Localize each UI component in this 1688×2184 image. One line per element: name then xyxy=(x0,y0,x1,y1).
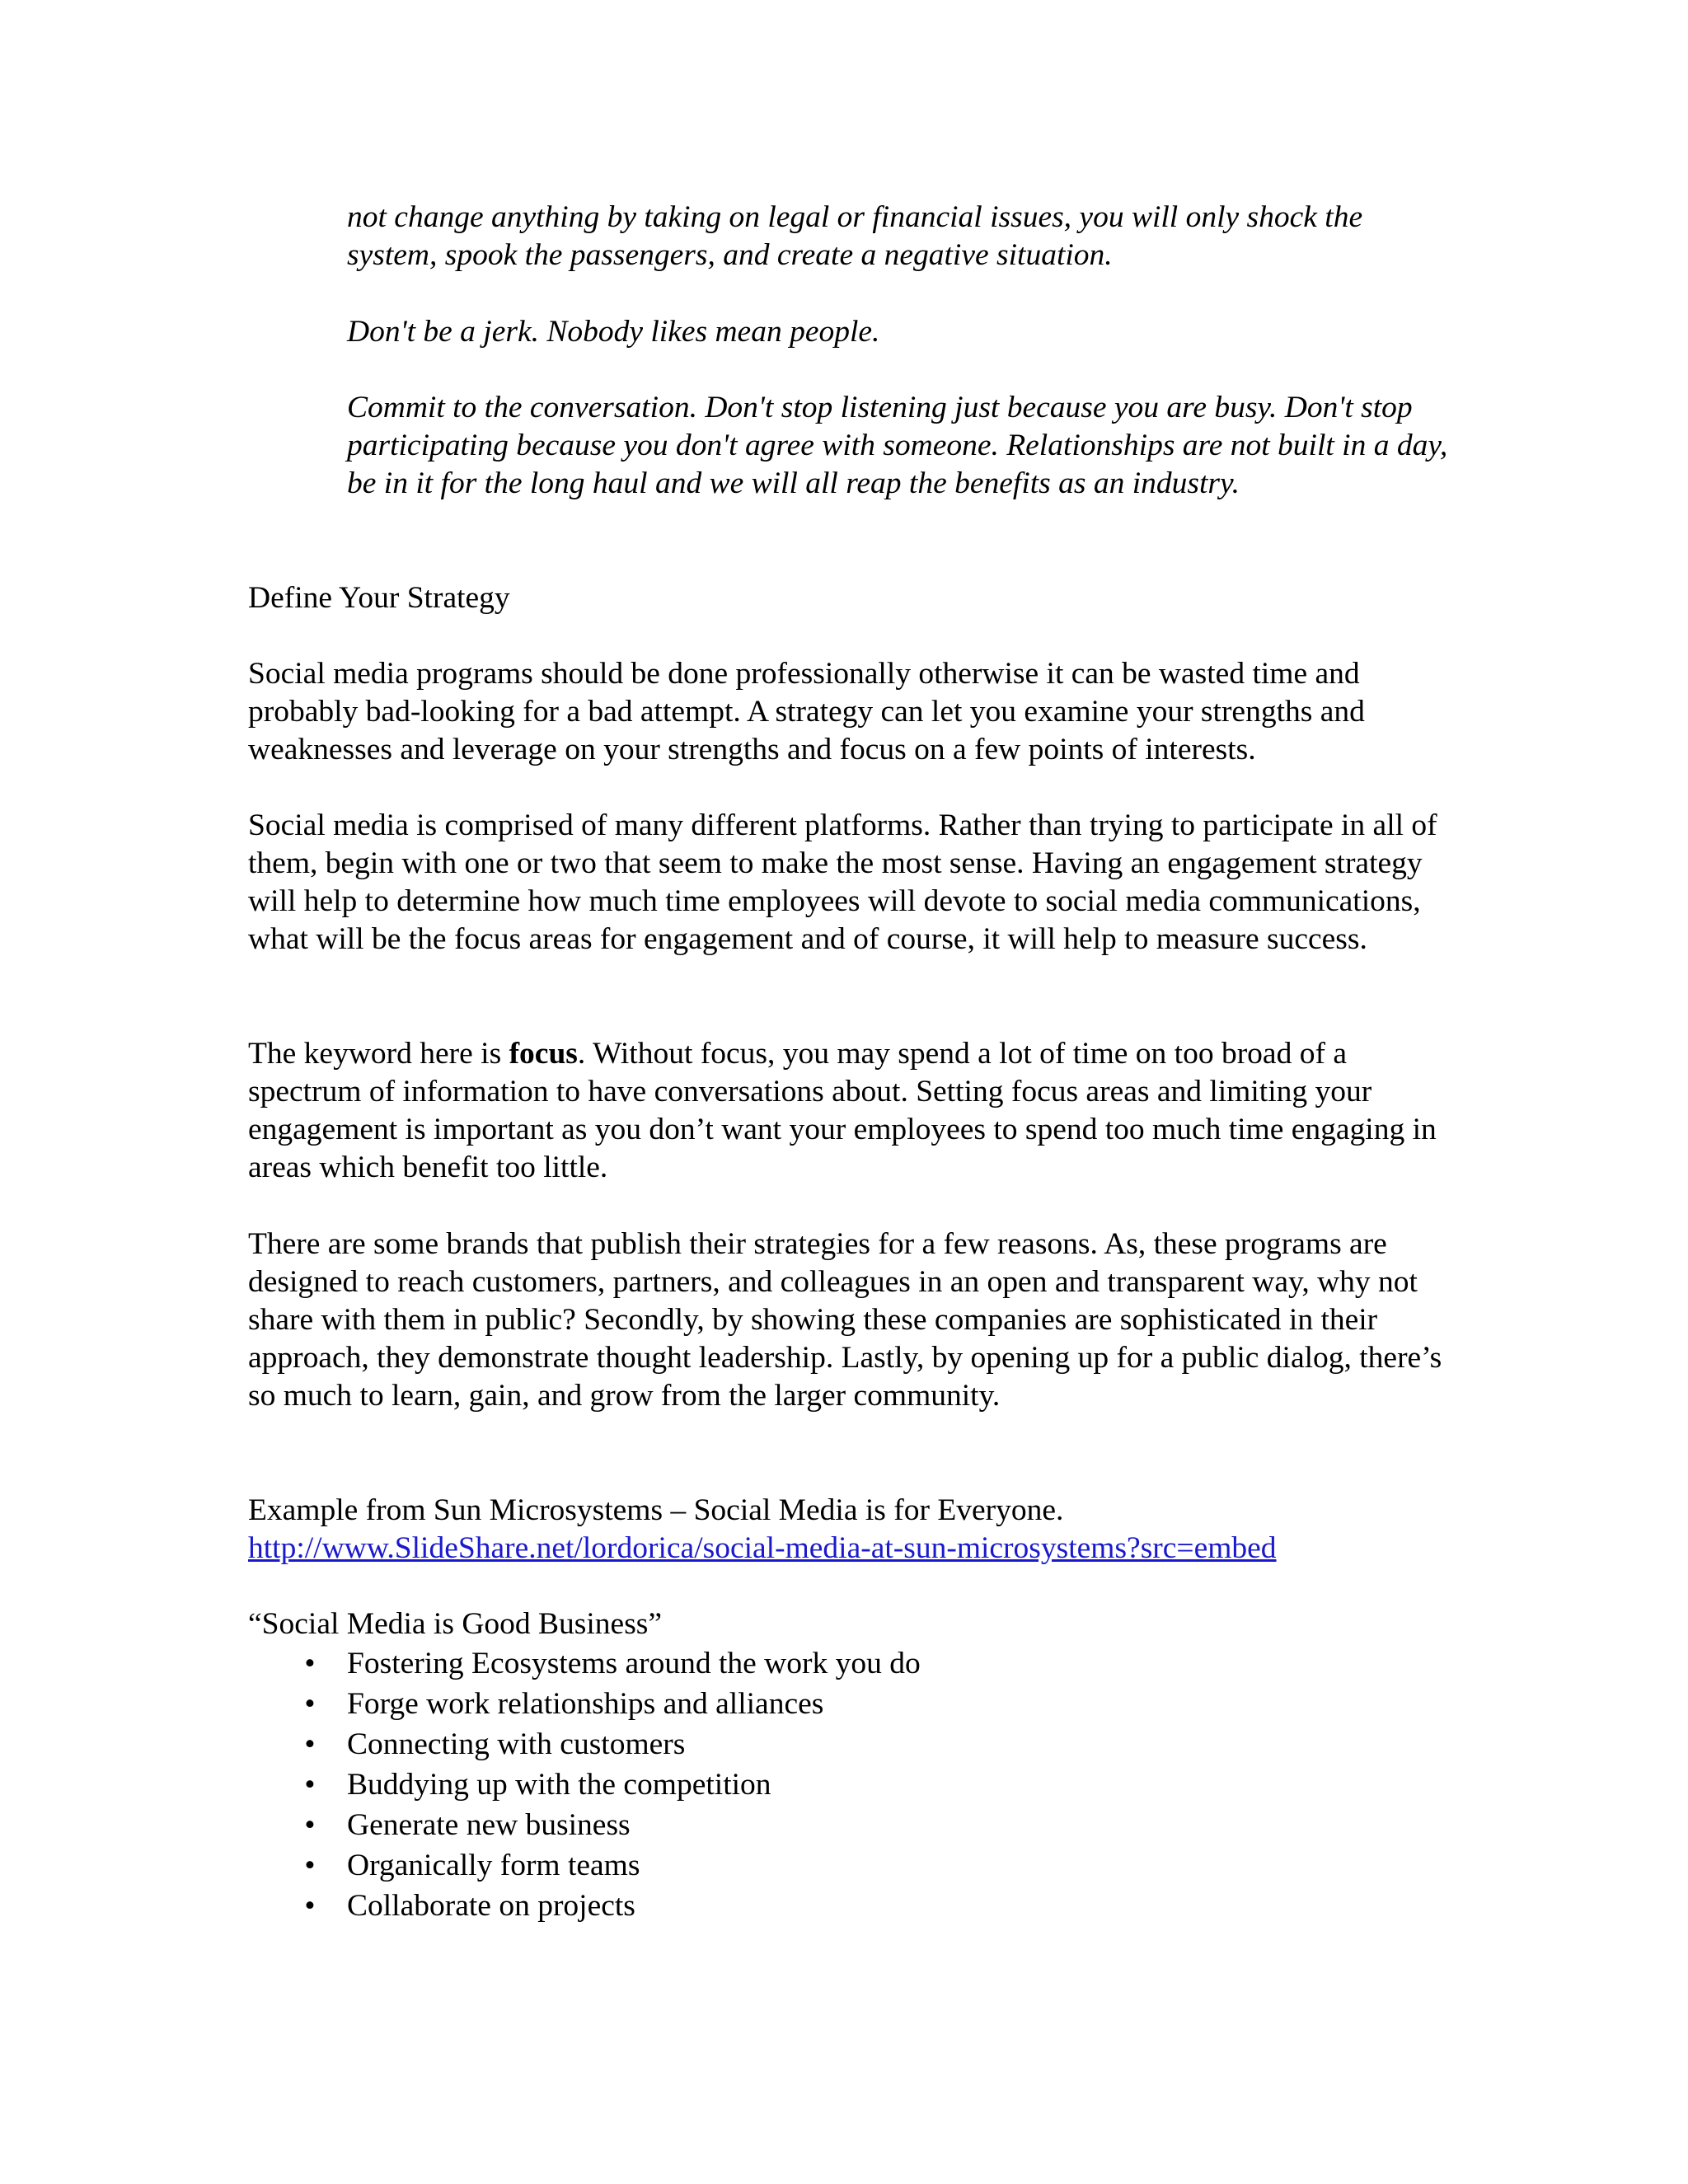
bullet-icon: • xyxy=(304,1808,316,1842)
paragraph-3-rest: . Without focus, you may spend a lot of time on too broad of a spectrum of information to have conversations about. Setting focus areas and limiting your engagement is important as you don’t want your employees to spend too much time engaging in areas which benefit too little. xyxy=(248,1037,1437,1184)
list-item-text: Buddying up with the competition xyxy=(347,1768,771,1802)
bullet-icon: • xyxy=(304,1647,316,1680)
example-block xyxy=(248,1492,1451,1568)
strategy-paragraph-3 xyxy=(248,1035,1451,1187)
list-item xyxy=(248,1845,1451,1886)
bullet-icon: • xyxy=(304,1889,316,1923)
list-item xyxy=(248,1643,1451,1684)
slideshare-link[interactable]: http://www.SlideShare.net/lordorica/social-media-at-sun-microsystems?src=embed xyxy=(248,1531,1277,1565)
list-item-text: Organically form teams xyxy=(347,1849,640,1882)
list-item xyxy=(248,1886,1451,1926)
strategy-paragraph-1: Social media programs should be done professionally otherwise it can be wasted time and probably bad-looking for a bad attempt. A strategy can let you examine your strengths and weaknesses and leverage on your strengths and focus on a few points of interests. xyxy=(248,657,1365,766)
list-item-text: Connecting with customers xyxy=(347,1727,686,1761)
good-business-list xyxy=(248,1643,1451,1926)
section-heading: Define Your Strategy xyxy=(248,581,510,615)
list-item-text: Forge work relationships and alliances xyxy=(347,1687,824,1721)
list-item xyxy=(248,1765,1451,1805)
quote-paragraph-3: Commit to the conversation. Don't stop listening just because you are busy. Don't stop participating because you don't agree with someone. Relationships are not built in a day, be in it for the long haul and we will all reap the benefits as an industry. xyxy=(347,391,1448,500)
quote-paragraph-1: not change anything by taking on legal or financial issues, you will only shock the system, spook the passengers, and create a negative situation. xyxy=(347,200,1363,272)
list-item-text: Collaborate on projects xyxy=(347,1889,635,1923)
bullet-icon: • xyxy=(304,1727,316,1761)
bullet-icon: • xyxy=(304,1768,316,1802)
bullet-icon: • xyxy=(304,1687,316,1721)
example-text: Example from Sun Microsystems – Social Media is for Everyone. xyxy=(248,1493,1064,1527)
list-title: “Social Media is Good Business” xyxy=(248,1607,663,1641)
list-item xyxy=(248,1805,1451,1845)
keyword-focus: focus xyxy=(509,1037,578,1071)
list-item xyxy=(248,1724,1451,1765)
list-item-text: Generate new business xyxy=(347,1808,631,1842)
paragraph-3-lead: The keyword here is xyxy=(248,1037,509,1071)
list-item xyxy=(248,1684,1451,1724)
good-business-block xyxy=(248,1605,1451,1926)
strategy-paragraph-4: There are some brands that publish their strategies for a few reasons. As, these programs are designed to reach customers, partners, and colleagues in an open and transparent way, why not share with them in public? Secondly, by showing these companies are sophisticated in their approach, they demonstrate thought leadership. Lastly, by opening up for a public dialog, there’s so much to learn, gain, and grow from the larger community. xyxy=(248,1227,1442,1413)
quote-paragraph-2: Don't be a jerk. Nobody likes mean people. xyxy=(347,315,880,349)
list-item-text: Fostering Ecosystems around the work you do xyxy=(347,1647,921,1680)
bullet-icon: • xyxy=(304,1849,316,1882)
strategy-paragraph-2: Social media is comprised of many different platforms. Rather than trying to participate in all of them, begin with one or two that seem to make the most sense. Having an engagement strategy will help to determine how much time employees will devote to social media communications, what will be the focus areas for engagement and of course, it will help to measure success. xyxy=(248,808,1437,956)
